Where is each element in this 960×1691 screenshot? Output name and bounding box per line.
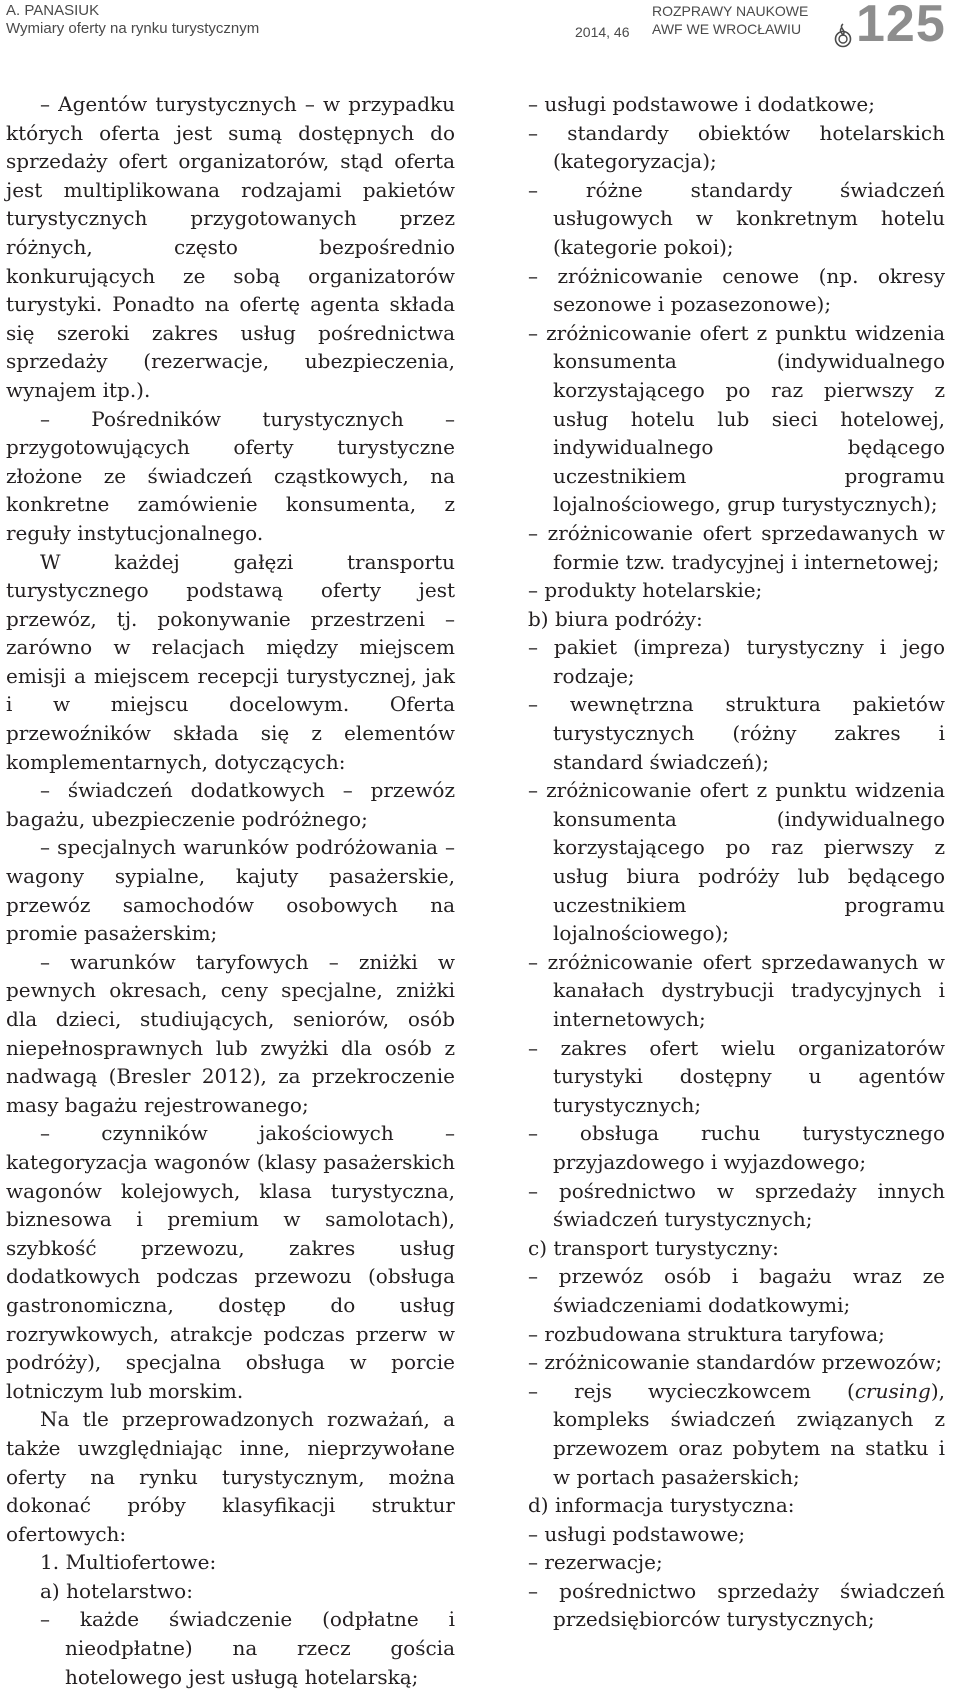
text-run: – rejs wycieczkowcem ( (528, 1378, 855, 1403)
paragraph: – świadczeń dodatkowych – przewóz bagażu, ubezpieczenie podróżnego; (6, 778, 455, 831)
list-item: – rozbudowana struktura taryfowa; (528, 1321, 885, 1346)
article-title: Wymiary oferty na rynku turystycznym (6, 20, 260, 37)
author-name: A. PANASIUK (6, 2, 100, 19)
list-item: – pośrednictwo sprzedaży świadczeń przedsiębiorców turystycznych; (528, 1578, 945, 1632)
list-item (528, 1377, 945, 1491)
paragraph: – warunków taryfowych – zniżki w pewnych okresach, ceny specjalne, zniżki dla dzieci, studiujących, seniorów, osób niepełnosprawnych lub zwyżki dla osób z nadwagą (Bresler 2012), za przekroczenie masy bagażu rejestrowanego; (6, 949, 455, 1117)
paragraph: – czynników jakościowych – kategoryzacja wagonów (klasy pasażerskich wagonów kolejowych, klasa turystyczna, biznesowa i premium w samolotach), szybkość przewozu, zakres usług dodatkowych podczas przewozu (obsługa gastronomiczna, dostęp do usług rozrywkowych, atrakcje podczas przerw w podróży), specjalna obsługa w porcie lotniczym lub morskim. (6, 1121, 455, 1403)
paragraph: – specjalnych warunków podróżowania – wagony sypialne, kajuty pasażerskie, przewóz samochodów osobowych na promie pasażerskim; (6, 835, 455, 946)
page-number: 125 (856, 0, 946, 53)
list-heading: b) biura podróży: (528, 606, 703, 631)
page-header (0, 0, 960, 52)
paragraph: – Agentów turystycznych – w przypadku których oferta jest sumą dostępnych do sprzedaży ofert organizatorów, stąd oferta jest multiplikowana rodzajami pakietów turystycznych przygotowanych przez różnych, często bezpośrednio konkurujących ze sobą organizatorów turystyki. Ponadto na ofertę agenta składa się szeroki zakres usług pośrednictwa sprzedaży (rezerwacje, ubezpieczenia, wynajem itp.). (6, 92, 455, 402)
list-heading: a) hotelarstwo: (40, 1578, 193, 1603)
list-item: – wewnętrzna struktura pakietów turystycznych (różny zakres i standard świadczeń); (528, 692, 945, 774)
paragraph: W każdej gałęzi transportu turystycznego podstawą oferty jest przewóz, tj. pokonywanie przestrzeni – zarówno w relacjach między miejscem emisji a miejscem recepcji turystycznej, jak i w miejscu docelowym. Oferta przewoźników składa się z elementów komplementarnych, dotyczących: (6, 549, 455, 774)
list-item: – zróżnicowanie cenowe (np. okresy sezonowe i pozasezonowe); (528, 263, 945, 317)
list-item: – usługi podstawowe i dodatkowe; (528, 92, 875, 116)
list-heading: 1. Multiofertowe: (40, 1550, 217, 1575)
running-head-left (6, 2, 259, 38)
list-item: – zakres ofert wielu organizatorów turystyki dostępny u agentów turystycznych; (528, 1035, 945, 1117)
journal-name-line2: AWF WE WROCŁAWIU (652, 21, 802, 37)
list-item: – zróżnicowanie ofert z punktu widzenia konsumenta (indywidualnego korzystającego po raz pierwszy z usług biura podróży lub będącego uczestnikiem programu lojalnościowego); (528, 778, 945, 946)
list-item: – usługi podstawowe; (528, 1521, 746, 1546)
list-item: – pośrednictwo w sprzedaży innych świadczeń turystycznych; (528, 1178, 945, 1232)
list-item: – zróżnicowanie standardów przewozów; (528, 1350, 943, 1375)
right-column (528, 90, 945, 1634)
list-heading: d) informacja turystyczna: (528, 1493, 795, 1518)
journal-logo-icon (833, 22, 853, 48)
list-item: – standardy obiektów hotelarskich (kategoryzacja); (528, 120, 945, 174)
journal-name (652, 2, 808, 38)
list-item: – różne standardy świadczeń usługowych w konkretnym hotelu (kategorie pokoi); (528, 177, 945, 259)
list-item: – produkty hotelarskie; (528, 578, 763, 603)
list-item: – pakiet (impreza) turystyczny i jego rodzaje; (528, 635, 945, 688)
list-item: – zróżnicowanie ofert sprzedawanych w formie tzw. tradycyjnej i internetowej; (528, 520, 945, 574)
text-run: ), kompleks świadczeń związanych z przewozem oraz pobytem na statku i w portach pasażerskich; (553, 1378, 945, 1489)
paragraph: Na tle przeprowadzonych rozważań, a także uwzględniając inne, nieprzywołane oferty na rynku turystycznym, można dokonać próby klasyfikacji struktur ofertowych: (6, 1407, 455, 1546)
list-heading: c) transport turystyczny: (528, 1235, 779, 1260)
journal-name-line1: ROZPRAWY NAUKOWE (652, 3, 809, 19)
list-item: – przewóz osób i bagażu wraz ze świadczeniami dodatkowymi; (528, 1264, 945, 1317)
list-item: – każde świadczenie (odpłatne i nieodpłatne) na rzecz gościa hotelowego jest usługą hotelarską; (40, 1607, 455, 1689)
list-item: – zróżnicowanie ofert sprzedawanych w kanałach dystrybucji tradycyjnych i internetowych; (528, 949, 945, 1031)
list-item: – obsługa ruchu turystycznego przyjazdowego i wyjazdowego; (528, 1121, 945, 1174)
list-item: – rezerwacje; (528, 1550, 663, 1575)
list-item: – zróżnicowanie ofert z punktu widzenia konsumenta (indywidualnego korzystającego po raz pierwszy z usług hotelu lub sieci hotelowej, indywidualnego będącego uczestnikiem programu lojalnościowego, grup turystycznych); (528, 320, 945, 517)
year-issue: 2014, 46 (575, 24, 630, 40)
left-column (6, 90, 455, 1691)
paragraph: – Pośredników turystycznych – przygotowujących oferty turystyczne złożone ze świadczeń cząstkowych, na konkretne zamówienie konsumenta, z reguły instytucjonalnego. (6, 406, 455, 545)
italic-term: crusing (854, 1378, 931, 1403)
